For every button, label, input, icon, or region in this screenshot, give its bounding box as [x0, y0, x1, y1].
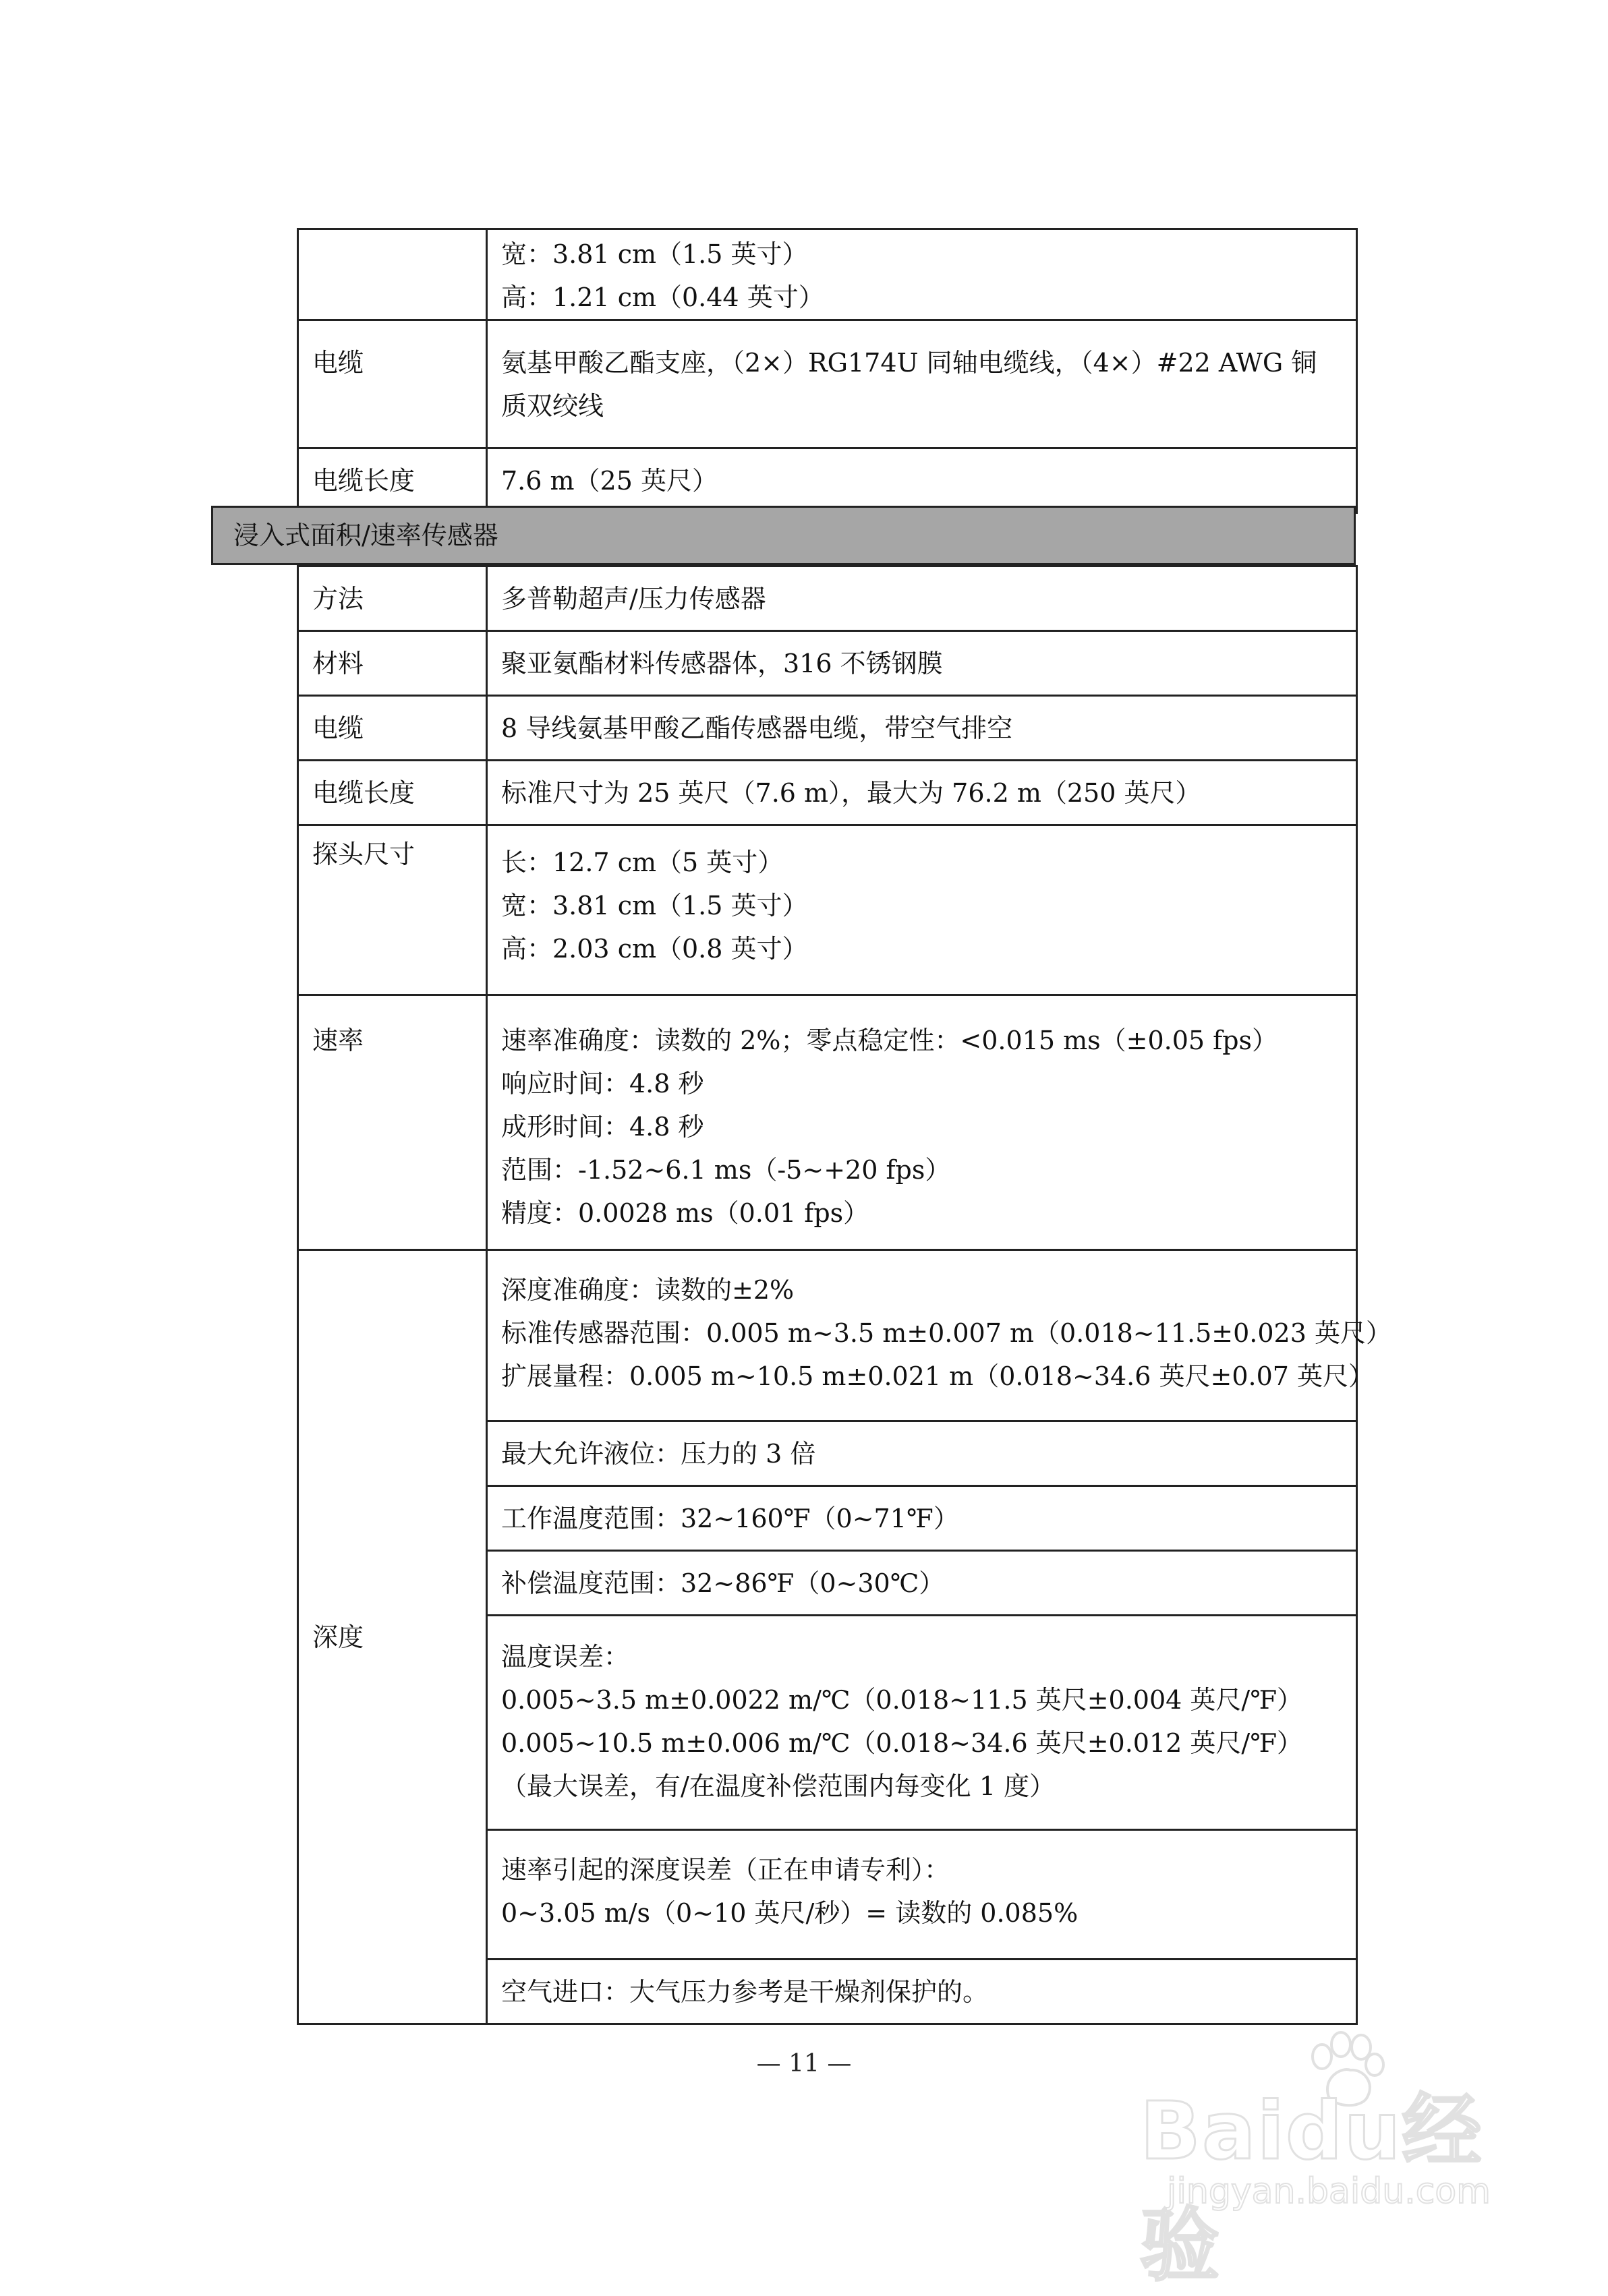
height-line: 高：1.21 cm（0.44 英寸） — [501, 283, 824, 312]
air-inlet: 空气进口：大气压力参考是干燥剂保护的。 — [487, 1960, 1357, 2024]
table-row — [298, 825, 1357, 995]
velocity-induced-cell — [487, 1830, 1357, 1960]
velocity-precision: 精度：0.0028 ms（0.01 fps） — [501, 1198, 869, 1228]
table-row — [298, 995, 1357, 1250]
temp-error-cell — [487, 1616, 1357, 1830]
table-row — [298, 696, 1357, 761]
table-row — [298, 631, 1357, 696]
row-label: 深度 — [298, 1250, 487, 2024]
cable-length-value: 标准尺寸为 25 英尺（7.6 m），最大为 76.2 m（250 英尺） — [487, 761, 1357, 825]
row-label-empty — [298, 229, 487, 320]
row-label: 方法 — [298, 566, 487, 631]
velocity-induced-title: 速率引起的深度误差（正在申请专利）： — [501, 1855, 950, 1885]
row-label: 电缆 — [298, 696, 487, 761]
velocity-induced-value: 0~3.05 m/s（0~10 英尺/秒）= 读数的 0.085% — [501, 1898, 1079, 1928]
section-title: 浸入式面积/速率传感器 — [211, 506, 1356, 565]
watermark-logo: Baidu经验 — [1140, 2084, 1483, 2292]
cable-length-cell — [487, 448, 1357, 513]
table-row — [298, 761, 1357, 825]
probe-height: 高：2.03 cm（0.8 英寸） — [501, 934, 808, 964]
table-row — [298, 229, 1357, 320]
row-label: 速率 — [298, 995, 487, 1250]
width-line: 宽：3.81 cm（1.5 英寸） — [501, 239, 808, 269]
standard-range: 标准传感器范围：0.005 m~3.5 m±0.007 m（0.018~11.5±0.023 英尺） — [501, 1318, 1391, 1348]
probe-size-cell — [487, 825, 1357, 995]
temp-error-title: 温度误差： — [501, 1642, 630, 1672]
probe-width: 宽：3.81 cm（1.5 英寸） — [501, 891, 808, 920]
compensated-temp: 补偿温度范围：32~86℉（0~30℃） — [487, 1551, 1357, 1616]
table-row — [298, 320, 1357, 448]
velocity-cell — [487, 995, 1357, 1250]
table-row — [298, 566, 1357, 631]
row-label: 材料 — [298, 631, 487, 696]
velocity-range: 范围：-1.52~6.1 ms（-5~+20 fps） — [501, 1155, 951, 1185]
table-row — [298, 1250, 1357, 1421]
probe-length: 长：12.7 cm（5 英寸） — [501, 848, 784, 877]
cable-length-text: 7.6 m（25 英尺） — [501, 465, 718, 496]
spec-table-top — [297, 228, 1358, 514]
watermark-url: jingyan.baidu.com — [1167, 2171, 1491, 2212]
row-label: 电缆长度 — [298, 448, 487, 513]
cable-text: 氨基甲酸乙酯支座，（2×）RG174U 同轴电缆线，（4×）#22 AWG 铜质双绞线 — [501, 348, 1317, 421]
dimension-cell — [487, 229, 1357, 320]
row-label: 电缆 — [298, 320, 487, 448]
depth-accuracy: 深度准确度：读数的±2% — [501, 1275, 795, 1305]
page-number: — 11 — — [756, 2050, 852, 2078]
cable-value: 8 导线氨基甲酸乙酯传感器电缆，带空气排空 — [487, 696, 1357, 761]
baidu-watermark — [1140, 2030, 1518, 2292]
spec-table-sensor — [297, 565, 1391, 2025]
table-row — [298, 448, 1357, 513]
forming-time: 成形时间：4.8 秒 — [501, 1112, 704, 1142]
operating-temp: 工作温度范围：32~160℉（0~71℉） — [487, 1486, 1357, 1551]
material-value: 聚亚氨酯材料传感器体，316 不锈钢膜 — [487, 631, 1357, 696]
extended-range: 扩展量程：0.005 m~10.5 m±0.021 m（0.018~34.6 英尺±0.07 英尺） — [501, 1361, 1375, 1391]
temp-error-line: 0.005~10.5 m±0.006 m/℃（0.018~34.6 英尺±0.012 英尺/℉） — [501, 1728, 1303, 1758]
velocity-accuracy: 速率准确度：读数的 2%；零点稳定性：<0.015 ms（±0.05 fps） — [501, 1026, 1278, 1055]
temp-error-line: 0.005~3.5 m±0.0022 m/℃（0.018~11.5 英尺±0.004 英尺/℉） — [501, 1685, 1303, 1715]
cable-cell — [487, 320, 1357, 448]
row-label: 电缆长度 — [298, 761, 487, 825]
response-time: 响应时间：4.8 秒 — [501, 1069, 704, 1098]
method-value: 多普勒超声/压力传感器 — [487, 566, 1357, 631]
depth-accuracy-cell — [487, 1250, 1391, 1421]
max-level: 最大允许液位：压力的 3 倍 — [487, 1421, 1357, 1486]
row-label: 探头尺寸 — [298, 825, 487, 995]
temp-error-note: （最大误差，有/在温度补偿范围内每变化 1 度） — [501, 1771, 1056, 1801]
